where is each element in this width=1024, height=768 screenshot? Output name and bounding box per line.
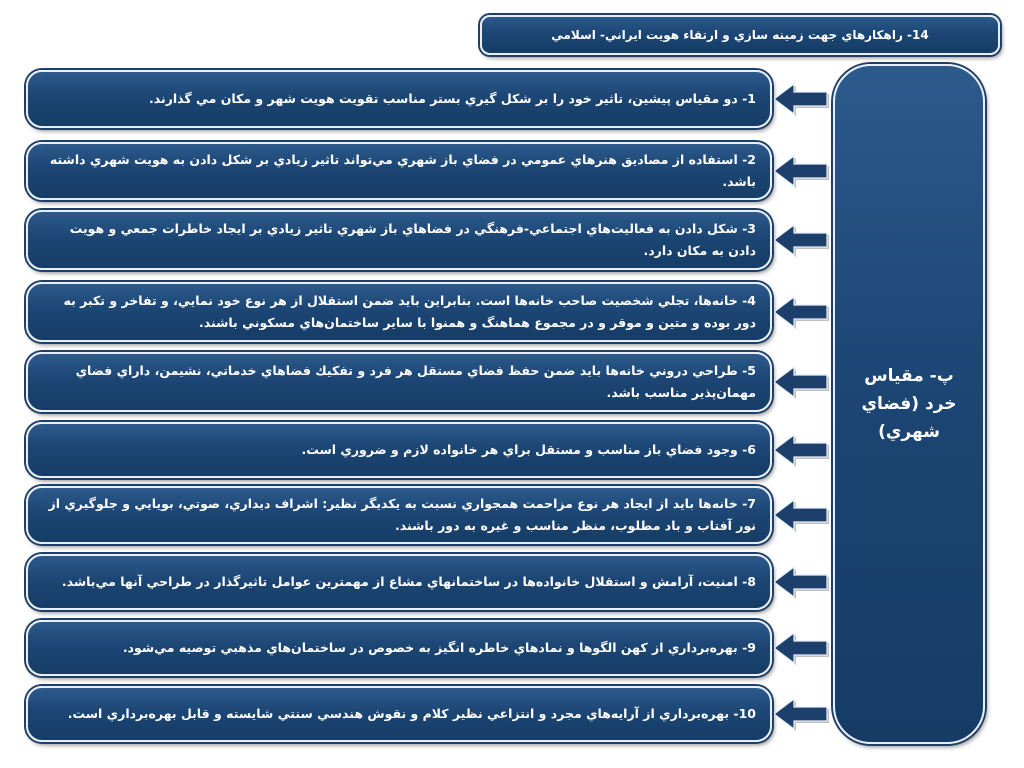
item-box-10 xyxy=(26,686,772,742)
main-category-box xyxy=(833,64,985,744)
item-text-2: 2- استفاده از مصاديق هنرهاي عمومي در فضاي باز شهري مي‌تواند تاثير زيادي بر شكل دادن به هويت شهري داشته باشد. xyxy=(49,152,756,189)
main-category-label: پ- مقياس خرد (فضاي شهري) xyxy=(861,366,957,442)
header-title-box xyxy=(480,15,1000,55)
item-text-9: 9- بهره‌برداري از كهن الگوها و نمادهاي خاطره انگيز به خصوص در ساختمان‌هاي مذهبي توصيه مي‌شود. xyxy=(122,640,756,655)
item-box-6 xyxy=(26,422,772,478)
item-text-1: 1- دو مقياس پيشين، تاثير خود را بر شكل گيري بستر مناسب تقويت هويت شهر و مكان مي گذارند. xyxy=(148,91,756,106)
left-arrow-icon xyxy=(774,223,830,257)
item-text-5: 5- طراحي دروني خانه‌ها بايد ضمن حفظ فضاي مستقل هر فرد و تفكيك فضاهاي خدماتي، نشيمن، داراي فضاي مهمان‌پذير مناسب باشد. xyxy=(75,363,756,400)
item-box-9 xyxy=(26,620,772,676)
left-arrow-icon xyxy=(774,498,830,532)
header-title: 14- راهکارهاي جهت زمينه سازي و ارتقاء هويت ايراني- اسلامي xyxy=(551,28,929,42)
item-text-6: 6- وجود فضاي باز مناسب و مستقل براي هر خانواده لازم و ضروري است. xyxy=(301,442,756,457)
item-box-5 xyxy=(26,352,772,412)
item-box-8 xyxy=(26,554,772,610)
item-box-7 xyxy=(26,486,772,544)
left-arrow-icon xyxy=(774,154,830,188)
item-text-3: 3- شكل دادن به فعاليت‌هاي اجتماعي-فرهنگي در فضاهاي باز شهري تاثير زيادي بر ايجاد خاطرات جمعي و هويت دادن به مكان دارد. xyxy=(69,221,756,258)
item-text-7: 7- خانه‌ها بايد از ايجاد هر نوع مزاحمت همجواري نسبت به يكديگر نظير: اشراف ديداري، صوتي، بويايي و جلوگيري از نور آفتاب و باد مطلوب، منظر مناسب و غيره به دور باشند. xyxy=(48,496,756,533)
left-arrow-icon xyxy=(774,295,830,329)
left-arrow-icon xyxy=(774,565,830,599)
item-text-8: 8- امنيت، آرامش و استقلال خانواده‌ها در ساختمانهاي مشاع از مهمترين عوامل تاثيرگذار در طراحي آنها مي‌باشد. xyxy=(61,574,756,589)
left-arrow-icon xyxy=(774,365,830,399)
item-text-4: 4- خانه‌ها، تجلي شخصيت صاحب خانه‌ها است. بنابراين بايد ضمن استقلال از هر نوع خود نمايي، و تفاخر و تكبر به دور بوده و متين و موقر و در مجموع هماهنگ و همنوا با ساير ساختمان‌هاي مسكوني باشند. xyxy=(63,293,756,330)
left-arrow-icon xyxy=(774,433,830,467)
item-text-10: 10- بهره‌برداري از آرايه‌هاي مجرد و انتزاعي نظير كلام و نقوش هندسي سنتي شايسته و قابل بهره‌برداري است. xyxy=(67,706,756,721)
left-arrow-icon xyxy=(774,631,830,665)
left-arrow-icon xyxy=(774,697,830,731)
left-arrow-icon xyxy=(774,82,830,116)
item-box-2 xyxy=(26,142,772,200)
item-box-4 xyxy=(26,282,772,342)
item-box-3 xyxy=(26,210,772,270)
item-box-1 xyxy=(26,70,772,128)
